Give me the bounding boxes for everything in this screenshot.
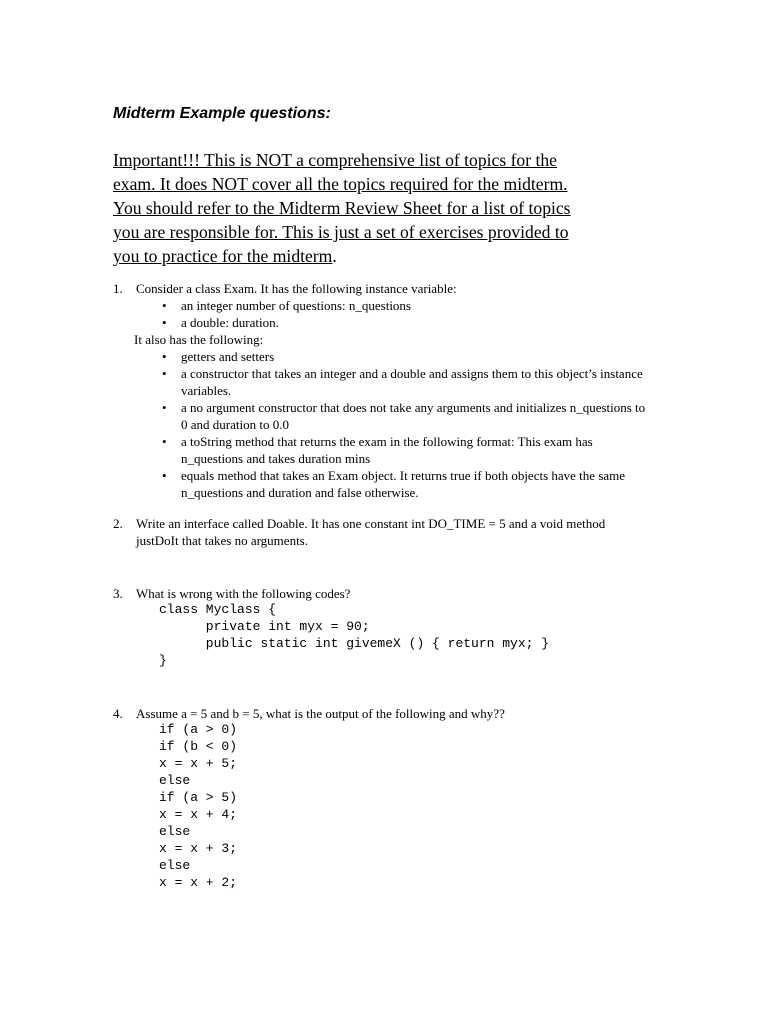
code-block	[159, 601, 549, 669]
list-item: • a toString method that returns the exam in the following format: This exam has n_questions and takes duration mins	[162, 434, 593, 466]
code-line: if (a > 0)	[159, 722, 238, 737]
notice-last-line: you to practice for the midterm.	[113, 246, 337, 266]
code-line: if (a > 5)	[159, 790, 238, 805]
list-item: • an integer number of questions: n_questions	[162, 298, 411, 313]
important-notice	[113, 148, 673, 268]
code-line: }	[159, 653, 167, 668]
question-number: 1.	[113, 281, 123, 296]
question-number: 2.	[113, 516, 123, 531]
page-title: Midterm Example questions:	[113, 105, 331, 122]
notice-line: exam. It does NOT cover all the topics required for the midterm.	[113, 174, 568, 194]
bullet-icon: •	[162, 400, 167, 415]
list-item: • a double: duration.	[162, 315, 279, 330]
code-line: x = x + 4;	[159, 807, 238, 822]
code-line: x = x + 5;	[159, 756, 238, 771]
code-line: else	[159, 773, 191, 788]
code-line: private int myx = 90;	[159, 619, 370, 634]
bullet-icon: •	[162, 468, 167, 483]
question-2	[113, 515, 653, 549]
notice-line: you are responsible for. This is just a set of exercises provided to	[113, 222, 569, 242]
question-text: What is wrong with the following codes?	[136, 586, 351, 601]
code-line: public static int givemeX () { return myx; }	[159, 636, 550, 651]
bullet-icon: •	[162, 366, 167, 381]
code-line: x = x + 3;	[159, 841, 238, 856]
bullet-icon: •	[162, 434, 167, 449]
question-1	[113, 280, 653, 501]
list-item: • a constructor that takes an integer and a double and assigns them to this object’s instance variables.	[162, 366, 643, 398]
code-line: if (b < 0)	[159, 739, 238, 754]
question-text: Assume a = 5 and b = 5, what is the output of the following and why??	[136, 706, 505, 721]
question-3	[113, 585, 653, 602]
question-text: Consider a class Exam. It has the following instance variable:	[136, 281, 457, 296]
question-subtext: It also has the following:	[134, 332, 264, 347]
code-line: class Myclass {	[159, 602, 277, 617]
question-4	[113, 705, 653, 722]
bullet-icon: •	[162, 298, 167, 313]
list-item: • a no argument constructor that does not take any arguments and initializes n_questions to 0 and duration to 0.0	[162, 400, 646, 432]
code-block	[159, 721, 237, 891]
list-item: • equals method that takes an Exam object. It returns true if both objects have the same n_questions and duration and false otherwise.	[162, 468, 626, 500]
requirements-list	[136, 348, 653, 501]
instance-variable-list	[136, 297, 653, 331]
bullet-icon: •	[162, 349, 167, 364]
notice-line: You should refer to the Midterm Review Sheet for a list of topics	[113, 198, 571, 218]
code-line: x = x + 2;	[159, 875, 238, 890]
code-line: else	[159, 824, 191, 839]
question-number: 3.	[113, 586, 123, 601]
question-number: 4.	[113, 706, 123, 721]
notice-line: Important!!! This is NOT a comprehensive list of topics for the	[113, 150, 557, 170]
list-item: • getters and setters	[162, 349, 275, 364]
code-line: else	[159, 858, 191, 873]
bullet-icon: •	[162, 315, 167, 330]
question-text: Write an interface called Doable. It has one constant int DO_TIME = 5 and a void method justDoIt that takes no arguments.	[136, 516, 606, 548]
